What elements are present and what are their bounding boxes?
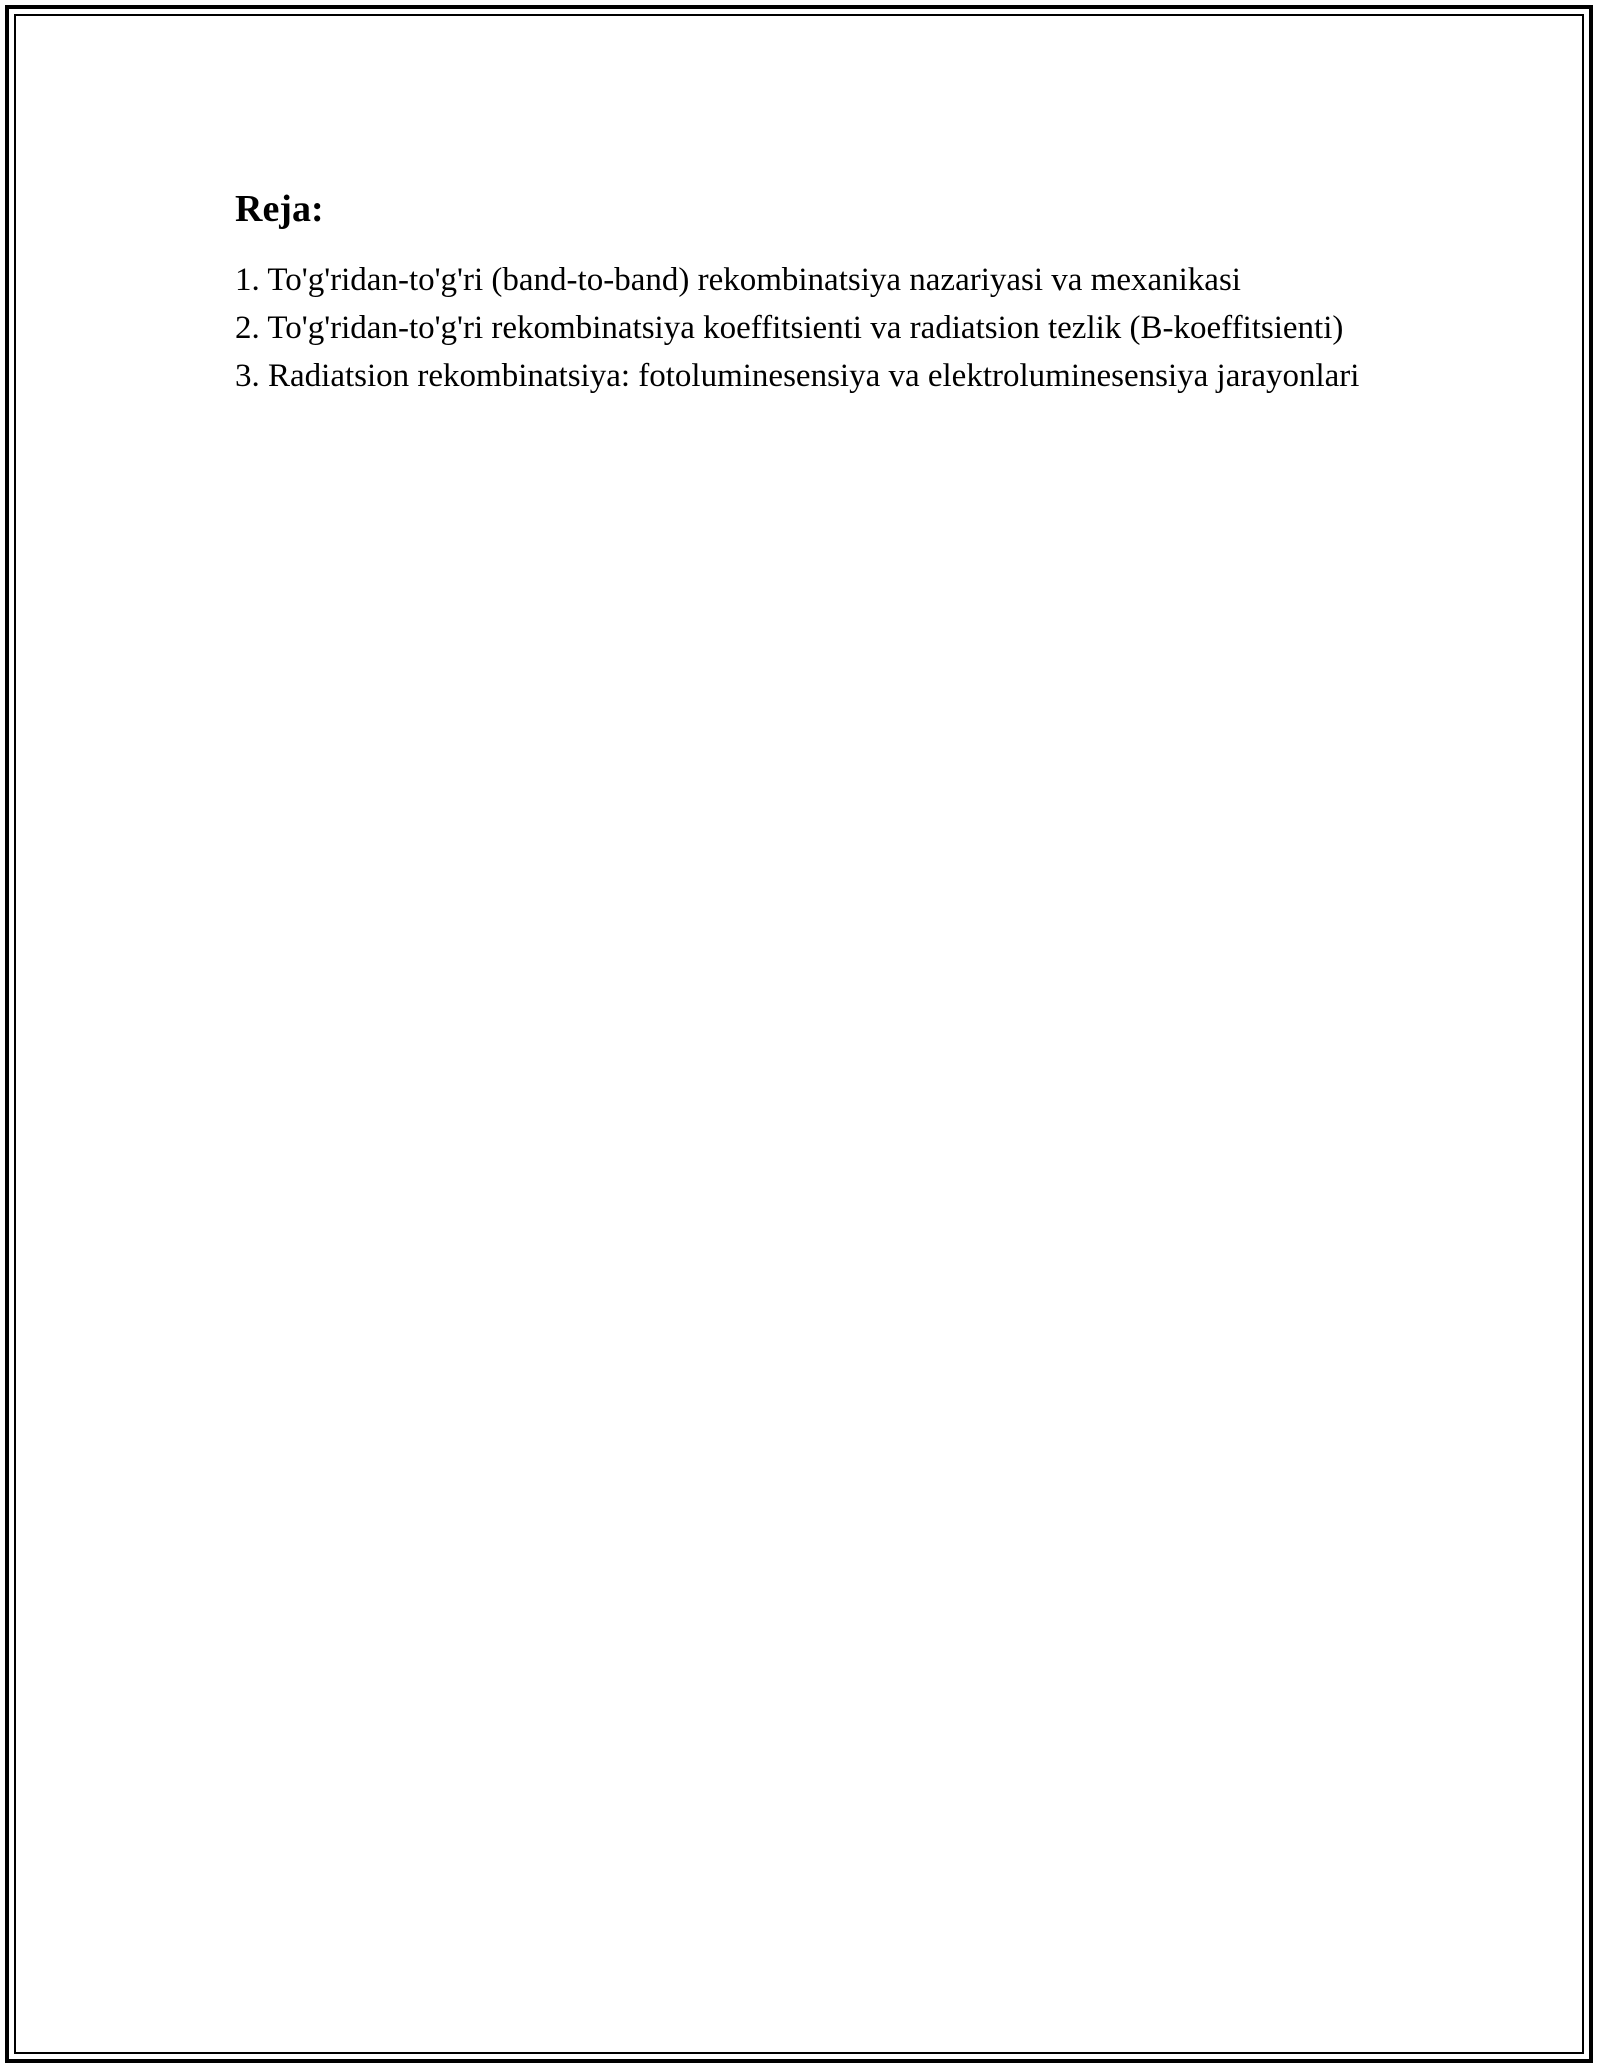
plan-item-2: 2. To'g'ridan-to'g'ri rekombinatsiya koeffitsienti va radiatsion tezlik (B-koeffitsienti) bbox=[235, 310, 1344, 346]
page-title: Reja: bbox=[235, 188, 324, 230]
plan-list bbox=[235, 256, 1365, 400]
plan-item-3: 3. Radiatsion rekombinatsiya: fotoluminesensiya va elektroluminesensiya jarayonlari bbox=[235, 358, 1360, 394]
document-content bbox=[235, 186, 1365, 400]
plan-item-1: 1. To'g'ridan-to'g'ri (band-to-band) rekombinatsiya nazariyasi va mexanikasi bbox=[235, 262, 1241, 298]
